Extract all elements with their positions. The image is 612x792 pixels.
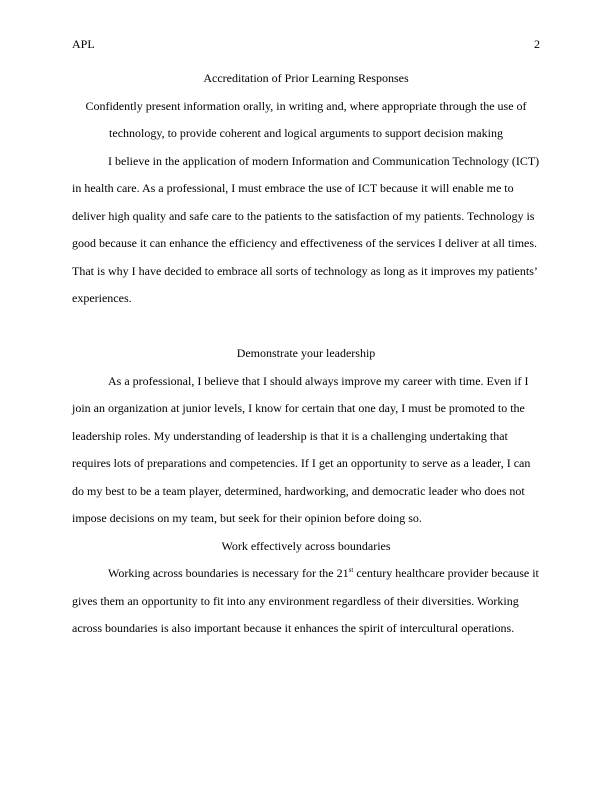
document-body: [72, 65, 540, 643]
boundaries-heading: Work effectively across boundaries: [221, 538, 391, 553]
intro-heading-line-1: Confidently present information orally, in writing and, where appropriate through the use of: [85, 98, 527, 113]
document-title: Accreditation of Prior Learning Responses: [203, 71, 409, 85]
leadership-paragraph: As a professional, I believe that I should always improve my career with time. Even if I join an organization at junior levels, I know for certain that one day, I must be promoted to the leadership roles. My understanding of leadership is that it is a challenging undertaking that requires lots of preparations and competencies. If I get an opportunity to serve as a leader, I can do my best to be a team player, determined, hardworking, and democratic leader who does not impose decisions on my team, but seek for their opinion before doing so.: [72, 373, 531, 525]
boundaries-text-part-2: century healthcare provider because it gives them an opportunity to fit into any environment regardless of their diversities. Working across boundaries is also important because it enhances the spirit of intercultural operations.: [72, 566, 539, 635]
blank-line: [72, 313, 540, 341]
running-head: APL: [72, 37, 95, 51]
intro-heading-line-2: technology, to provide coherent and logical arguments to support decision making: [109, 126, 503, 140]
ordinal-superscript: st: [348, 566, 354, 574]
ict-paragraph: I believe in the application of modern Information and Communication Technology (ICT) in health care. As a professional, I must embrace the use of ICT because it will enable me to deliver high quality and safe care to the patients to the satisfaction of my patients. Technology is good because it can enhance the efficiency and effectiveness of the services I deliver at all times. That is why I have decided to embrace all sorts of technology as long as it improves my patients’ experiences.: [72, 153, 540, 305]
leadership-heading: Demonstrate your leadership: [236, 346, 376, 360]
page-number: 2: [534, 37, 540, 51]
boundaries-text-part-1: Working across boundaries is necessary for the 21: [108, 566, 349, 580]
boundaries-paragraph: [72, 560, 540, 643]
